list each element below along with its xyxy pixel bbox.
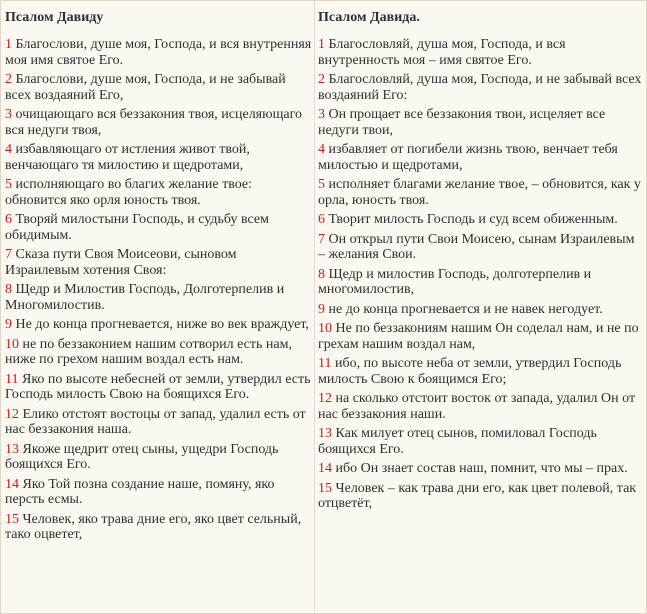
verse-text: Благослови, душе моя, Господа, и вся внутренняя моя имя святое Его.: [5, 37, 312, 68]
verse-number: 10: [318, 321, 332, 336]
verse-text: Не по беззакониям нашим Он соделал нам, и не по грехам нашим воздал нам,: [318, 321, 639, 352]
verse-number: 3: [5, 107, 12, 122]
verse-number: 9: [5, 317, 12, 332]
verse-number: 7: [5, 247, 12, 262]
russian-column: [315, 1, 646, 613]
verse: [318, 321, 643, 353]
verse-text: исполняющаго во благих желание твое: обновится яко орля юность твоя.: [5, 177, 253, 208]
verse-text: Творит милость Господь и суд всем обиженным.: [325, 212, 618, 227]
verse-number: 3: [318, 107, 325, 122]
verse: [318, 107, 643, 139]
right-column-title: Псалом Давида.: [318, 10, 420, 25]
verse: [5, 317, 314, 334]
verse: [5, 372, 314, 404]
verse-text: ибо Он знает состав наш, помнит, что мы – прах.: [332, 461, 628, 476]
verse-number: 15: [5, 511, 19, 527]
verse-text: не по беззаконием нашим сотворил есть нам, ниже по грехом нашим воздал есть нам.: [5, 336, 292, 367]
verse-text: Человек – как трава дни его, как цвет полевой, так отцветёт,: [318, 480, 637, 511]
verse-number: 6: [5, 212, 12, 227]
verse: [5, 337, 314, 369]
verse: [318, 72, 643, 104]
verse-number: 12: [318, 391, 332, 406]
verse-text: избавляющаго от истления живот твой, венчающаго тя милостию и щедротами,: [5, 142, 250, 173]
verse-number: 5: [318, 177, 325, 192]
verse-text: Сказа пути Своя Моисеови, сыновом Израилевым хотения Своя:: [5, 247, 237, 278]
verse-number: 1: [318, 37, 325, 52]
verse: [5, 72, 314, 104]
verse-text: Не до конца прогневается, ниже во век враждует,: [12, 317, 309, 332]
verse-text: Как милует отец сынов, помиловал Господь боящихся Его.: [318, 426, 597, 457]
verse-text: избавляет от погибели жизнь твою, венчает тебя милостью и щедротами,: [318, 142, 618, 173]
verse-text: Творяй милостыни Господь, и судьбу всем обидимым.: [5, 212, 269, 243]
verse-text: Благословляй, душа моя, Господа, и не забывай всех воздаяний Его:: [318, 72, 642, 103]
verse-number: 4: [5, 142, 12, 157]
verse-text: Человек, яко трава дние его, яко цвет сельный, тако оцветет,: [5, 511, 302, 542]
verse-text: Благослови, душе моя, Господа, и не забывай всех воздаяний Его,: [5, 72, 286, 103]
verse: [5, 512, 314, 544]
verse-text: Щедр и Милостив Господь, Долготерпелив и Многомилостив.: [5, 282, 285, 313]
verse: [318, 481, 643, 513]
verse-number: 15: [318, 480, 332, 496]
verse-number: 2: [318, 72, 325, 87]
verse-text: Он прощает все беззакония твои, исцеляет все недуги твои,: [318, 107, 606, 138]
verse-number: 11: [318, 356, 332, 371]
verse: [318, 232, 643, 264]
left-verse-list: [5, 37, 314, 544]
verse-number: 13: [5, 441, 19, 457]
verse: [5, 477, 314, 509]
verse: [318, 356, 643, 388]
verse: [318, 426, 643, 458]
verse: [318, 461, 643, 478]
two-column-table: [1, 1, 646, 613]
verse-text: Елико отстоят востоцы от запад, удалил есть от нас беззакония наша.: [5, 406, 306, 437]
verse-number: 6: [318, 212, 325, 227]
right-verse-list: [318, 37, 643, 513]
verse-number: 8: [5, 282, 12, 297]
verse: [5, 282, 314, 314]
verse-number: 4: [318, 142, 325, 157]
verse-number: 2: [5, 72, 12, 87]
verse: [5, 247, 314, 279]
verse-text: Щедр и милостив Господь, долготерпелив и многомилостив,: [318, 266, 592, 297]
verse: [5, 442, 314, 474]
verse-number: 10: [5, 336, 19, 352]
verse: [318, 177, 643, 209]
left-column-title: Псалом Давиду: [5, 10, 104, 25]
verse-number: 12: [5, 406, 19, 422]
verse-text: Якоже щедрит отец сыны, ущедри Господь боящихся Его.: [5, 441, 279, 472]
verse-number: 14: [318, 461, 332, 476]
verse: [318, 267, 643, 299]
verse: [318, 142, 643, 174]
verse-text: Яко по высоте небесней от земли, утвердил есть Господь милость Свою на боящихся Его.: [5, 371, 311, 402]
verse-number: 11: [5, 371, 19, 387]
verse: [5, 407, 314, 439]
verse: [5, 212, 314, 244]
verse: [5, 107, 314, 139]
verse: [5, 142, 314, 174]
verse-number: 8: [318, 266, 325, 282]
verse-number: 14: [5, 476, 19, 492]
verse: [5, 177, 314, 209]
verse-text: не до конца прогневается и не навек негодует.: [325, 301, 603, 317]
verse: [318, 212, 643, 229]
verse: [5, 37, 314, 69]
verse-text: на сколько отстоит восток от запада, удалил Он от нас беззакония наши.: [318, 391, 636, 422]
verse: [318, 391, 643, 423]
verse-text: очищающаго вся беззакония твоя, исцеляющаго вся недуги твоя,: [5, 107, 302, 138]
verse-text: Яко Той позна создание наше, помяну, яко персть есмы.: [5, 476, 275, 507]
verse-text: ибо, по высоте неба от земли, утвердил Господь милость Свою к боящимся Его;: [318, 356, 622, 387]
verse-text: исполняет благами желание твое, – обновится, как у орла, юность твоя.: [318, 177, 641, 208]
verse-number: 5: [5, 177, 12, 192]
verse-number: 1: [5, 37, 12, 52]
verse-text: Благословляй, душа моя, Господа, и вся внутренность моя – имя святое Его.: [318, 37, 566, 68]
verse-number: 13: [318, 426, 332, 441]
verse: [318, 37, 643, 69]
verse-number: 7: [318, 231, 325, 247]
verse-text: Он открыл пути Свои Моисею, сынам Израилевым – желания Свои.: [318, 231, 635, 262]
verse: [318, 302, 643, 319]
church-slavonic-column: [1, 1, 315, 613]
verse-number: 9: [318, 301, 325, 317]
